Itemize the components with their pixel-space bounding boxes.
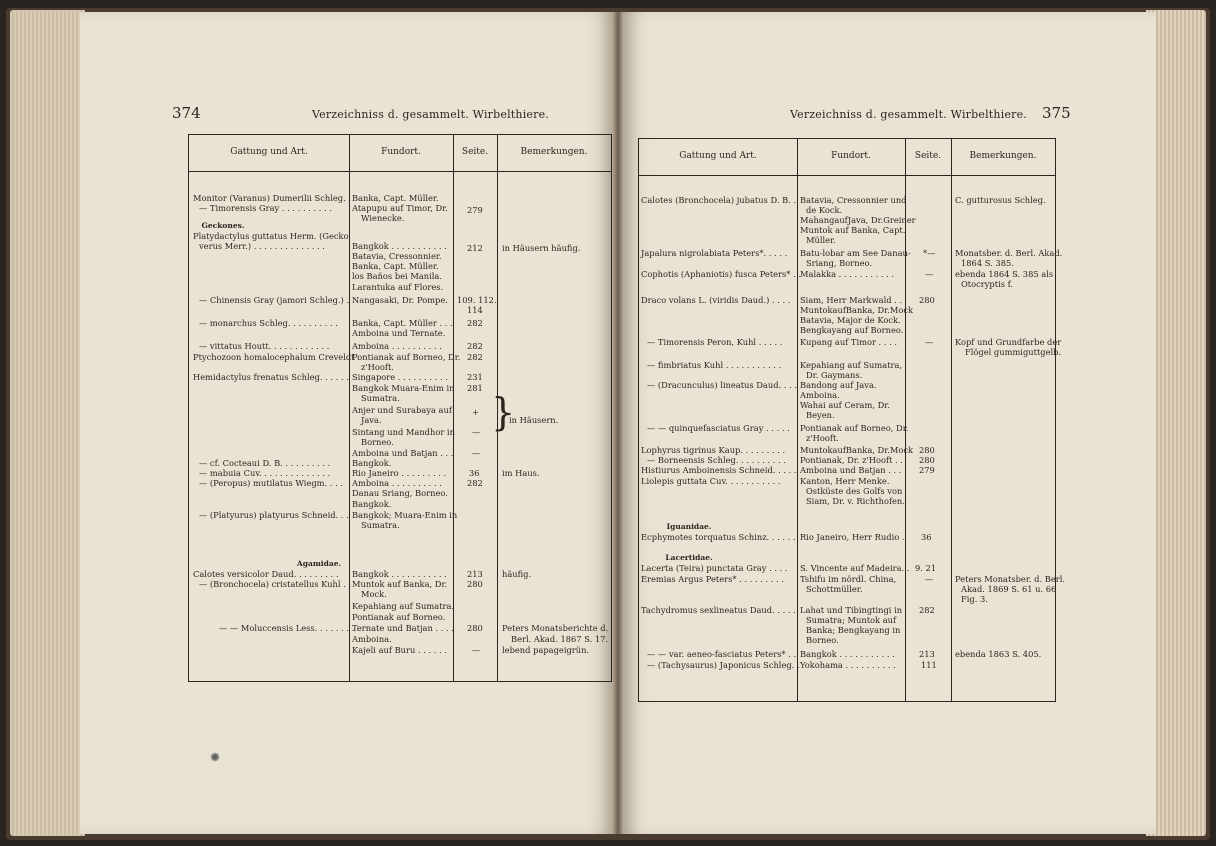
locality: Amboina. — [800, 390, 840, 400]
remark: häufig. — [502, 569, 532, 579]
locality: Wahai auf Ceram, Dr. — [800, 400, 890, 410]
remark: Kopf und Grundfarbe der — [955, 337, 1062, 347]
remark: Berl. Akad. 1867 S. 17. — [511, 634, 609, 644]
species-name: Hemidactylus frenatus Schleg. . . . . . — [193, 372, 349, 382]
remark: Peters Monatsber. d. Berl. — [955, 574, 1065, 584]
locality: Yokohama . . . . . . . . . . — [800, 660, 896, 670]
running-head: Verzeichniss d. gesammelt. Wirbelthiere. — [312, 108, 550, 121]
page-ref: 280 — [919, 295, 935, 305]
page-ref: — — [472, 448, 481, 458]
remark: Peters Monatsberichte d. — [502, 623, 609, 633]
locality: MuntokaufBanka, Dr.Mock — [800, 445, 914, 455]
locality: Wienecke. — [361, 213, 405, 223]
remark: im Haus. — [502, 468, 540, 478]
locality: Amboina und Batjan . . . — [800, 465, 902, 475]
page-ref: 114 — [467, 305, 483, 315]
locality: S. Vincente auf Madeira. . — [800, 563, 910, 573]
species-name: Eremias Argus Peters* . . . . . . . . . — [641, 574, 785, 584]
page-ref: — — [925, 574, 934, 584]
page-ref: *— — [923, 248, 936, 258]
remark: Akad. 1869 S. 61 u. 66 — [961, 584, 1057, 594]
locality: Amboina . . . . . . . . . . — [352, 478, 442, 488]
locality: Anjer und Surabaya auf — [352, 405, 452, 415]
page-ref: 212 — [467, 243, 483, 253]
species-name: — Borneensis Schleg. . . . . . . . . . — [647, 455, 786, 465]
locality: Batavia, Cressonnier und — [800, 195, 907, 205]
locality: Nangasaki, Dr. Pompe. — [352, 295, 448, 305]
locality: Sumatra. — [361, 520, 400, 530]
section-heading: Lacertidae. — [665, 553, 713, 562]
locality: Tshifu im nördl. China, — [800, 574, 897, 584]
species-name: verus Merr.) . . . . . . . . . . . . . . — [199, 241, 325, 251]
locality: Beyen. — [806, 410, 835, 420]
page-ref: + — [472, 407, 479, 417]
page-ref: — — [472, 427, 481, 437]
brace-icon: } — [491, 390, 516, 434]
locality: Borneo. — [806, 635, 839, 645]
column-divider — [453, 135, 454, 681]
species-table — [188, 134, 612, 682]
page-ref: 109. 112. — [457, 295, 497, 305]
locality: Borneo. — [361, 437, 394, 447]
locality: Ternate und Batjan . . . . — [352, 623, 454, 633]
section-heading: Iguanidae. — [666, 522, 712, 531]
locality: Pontianak auf Borneo, Dr. — [352, 352, 461, 362]
locality: MuntokaufBanka, Dr.Mock — [800, 305, 914, 315]
locality: Muntok auf Banka, Capt. — [800, 225, 906, 235]
remark: in Häusern. — [509, 415, 559, 425]
remark: Flögel gummiguttgelb. — [965, 347, 1062, 357]
species-name: — Chinensis Gray (jamori Schleg.) . — [199, 295, 350, 305]
locality: Bangkok Muara-Enim in — [352, 383, 455, 393]
right-page — [622, 12, 1156, 834]
page-ref: 282 — [467, 341, 483, 351]
locality: Bengkayang auf Borneo. — [800, 325, 904, 335]
header-genus: Gattung und Art. — [230, 147, 308, 157]
species-name: Lacerta (Teira) punctata Gray . . . . — [641, 563, 788, 573]
page-ref: 280 — [919, 455, 935, 465]
page-ref: 111 — [921, 660, 937, 670]
locality: Bandong auf Java. — [800, 380, 877, 390]
species-name: Liolepis guttata Cuv. . . . . . . . . . . — [641, 476, 781, 486]
page-number: 374 — [172, 104, 201, 122]
page-ref: 279 — [467, 205, 483, 215]
remark: 1864 S. 385. — [961, 258, 1014, 268]
species-name: — — quinquefasciatus Gray . . . . . — [647, 423, 790, 433]
species-name: — (Bronchocela) cristatellus Kuhl . . — [199, 579, 352, 589]
page-ref: 282 — [467, 352, 483, 362]
species-table — [638, 138, 1065, 702]
page-ref: 9. 21 — [915, 563, 937, 573]
species-name: Platydactylus guttatus Herm. (Gecko — [193, 231, 349, 241]
species-name: — monarchus Schleg. . . . . . . . . . — [199, 318, 338, 328]
left-page — [80, 12, 614, 834]
locality: Kanton, Herr Menke. — [800, 476, 890, 486]
locality: Bangkok . . . . . . . . . . . — [352, 569, 447, 579]
locality: Bangkok. — [352, 458, 392, 468]
species-name: Ptychozoon homalocephalum Creveldt . — [193, 352, 360, 362]
species-name: Draco volans L. (viridis Daud.) . . . . — [641, 295, 791, 305]
locality: z'Hooft. — [806, 433, 839, 443]
species-name: — mabuia Cuv. . . . . . . . . . . . . . — [199, 468, 331, 478]
species-name: — Timorensis Peron, Kuhl . . . . . — [647, 337, 783, 347]
locality: Bangkok . . . . . . . . . . . — [800, 649, 895, 659]
locality: Muntok auf Banka, Dr. — [352, 579, 448, 589]
species-name: Calotes (Bronchocela) jubatus D. B. . — [641, 195, 797, 205]
locality: de Kock. — [806, 205, 843, 215]
locality: Pontianak auf Borneo, Dr. — [800, 423, 909, 433]
locality: Pontianak, Dr. z'Hooft . . — [800, 455, 903, 465]
ink-stain — [210, 752, 220, 762]
species-name: — Timorensis Gray . . . . . . . . . . — [199, 203, 332, 213]
locality: Amboina und Batjan . . . — [352, 448, 454, 458]
page-ref: 280 — [919, 445, 935, 455]
locality: Bangkok; Muara-Enim in — [352, 510, 458, 520]
page-ref: 213 — [919, 649, 935, 659]
locality: los Baños bei Manila. — [352, 271, 443, 281]
locality: Bangkok . . . . . . . . . . . — [352, 241, 447, 251]
remark: Fig. 3. — [961, 594, 988, 604]
page-ref: — — [925, 337, 934, 347]
header-remarks: Bemerkungen. — [520, 147, 588, 157]
section-heading: Agamidae. — [296, 559, 342, 568]
page-edges-left — [10, 10, 85, 836]
species-name: — — Moluccensis Less. . . . . . . . . — [219, 623, 360, 633]
locality: Batavia, Major de Kock. — [800, 315, 901, 325]
species-name: — (Tachysaurus) Japonicus Schleg. . — [647, 660, 800, 670]
page-number: 375 — [1042, 104, 1071, 122]
header-page: Seite. — [914, 151, 942, 161]
species-name: Lophyrus tigrinus Kaup. . . . . . . . . — [641, 445, 786, 455]
locality: Kupang auf Timor . . . . — [800, 337, 898, 347]
page-ref: 282 — [467, 318, 483, 328]
page-ref: 282 — [467, 478, 483, 488]
column-divider — [951, 139, 952, 701]
locality: Sriang, Borneo. — [806, 258, 872, 268]
species-name: — fimbriatus Kuhl . . . . . . . . . . . — [647, 360, 782, 370]
locality: z'Hooft. — [361, 362, 394, 372]
species-name: — (Dracunculus) lineatus Daud. . . . — [647, 380, 797, 390]
locality: Banka, Capt. Müller . . . — [352, 318, 453, 328]
remark: Otocryptis f. — [961, 279, 1014, 289]
remark: in Häusern häufig. — [502, 243, 581, 253]
page-ref: 213 — [467, 569, 483, 579]
remark: C. gutturosus Schleg. — [955, 195, 1046, 205]
locality: Banka; Bengkayang in — [806, 625, 901, 635]
locality: Rio Janeiro, Herr Rudio . — [800, 532, 905, 542]
remark: Monatsber. d. Berl. Akad. — [955, 248, 1063, 258]
page-ref: 280 — [467, 623, 483, 633]
locality: Kepahiang auf Sumatra. — [352, 601, 455, 611]
locality: Kajeli auf Buru . . . . . . — [352, 645, 447, 655]
species-name: Cophotis (Aphaniotis) fusca Peters* . . — [641, 269, 802, 279]
page-ref: 282 — [919, 605, 935, 615]
locality: Danau Sriang, Borneo. — [352, 488, 448, 498]
header-locality: Fundort. — [831, 151, 871, 161]
header-page: Seite. — [461, 147, 489, 157]
locality: Kepahiang auf Sumatra, — [800, 360, 903, 370]
locality: Sumatra. — [361, 393, 400, 403]
locality: Siam, Herr Markwald . . — [800, 295, 903, 305]
locality: Batu-lobar am See Danau- — [800, 248, 911, 258]
locality: Larantuka auf Flores. — [352, 282, 444, 292]
locality: Banka, Capt. Müller. — [352, 193, 439, 203]
locality: Malakka . . . . . . . . . . . — [800, 269, 895, 279]
locality: Schottmüller. — [806, 584, 863, 594]
species-name: Calotes versicolor Daud. . . . . . . . . — [193, 569, 339, 579]
page-ref: 279 — [919, 465, 935, 475]
locality: Sintang und Mandhor in — [352, 427, 455, 437]
species-name: — vittatus Houtt. . . . . . . . . . . . — [199, 341, 330, 351]
header-remarks: Bemerkungen. — [969, 151, 1037, 161]
locality: Amboina . . . . . . . . . . — [352, 341, 442, 351]
header-genus: Gattung und Art. — [679, 151, 757, 161]
column-divider — [797, 139, 798, 701]
species-name: — (Peropus) mutilatus Wiegm. . . . — [199, 478, 343, 488]
locality: Singapore . . . . . . . . . . — [352, 372, 448, 382]
locality: Dr. Gaymans. — [806, 370, 863, 380]
locality: Ostküste des Golfs von — [806, 486, 903, 496]
locality: Pontianak auf Borneo. — [352, 612, 446, 622]
locality: Rio Janeiro . . . . . . . . . — [352, 468, 447, 478]
locality: Amboina. — [352, 634, 392, 644]
page-ref: — — [925, 269, 934, 279]
locality: MahangaufJava, Dr.Greiner — [800, 215, 916, 225]
locality: Java. — [361, 415, 382, 425]
section-heading: Geckones. — [201, 221, 245, 230]
species-name: Ecphymotes torquatus Schinz. . . . . . — [641, 532, 796, 542]
locality: Lahat und Tibingtingi in — [800, 605, 903, 615]
page-ref: 231 — [467, 372, 483, 382]
remark: ebenda 1863 S. 405. — [955, 649, 1042, 659]
header-locality: Fundort. — [381, 147, 421, 157]
remark: ebenda 1864 S. 385 als — [955, 269, 1054, 279]
remark: lebend papageigrün. — [502, 645, 590, 655]
locality: Amboina und Ternate. — [352, 328, 446, 338]
column-divider — [349, 135, 350, 681]
locality: Sumatra; Muntok auf — [806, 615, 897, 625]
page-ref: — — [472, 645, 481, 655]
page-ref: 280 — [467, 579, 483, 589]
page-ref: 36 — [469, 468, 480, 478]
species-name: — — var. aeneo-fasciatus Peters* . . — [647, 649, 797, 659]
locality: Mock. — [361, 589, 387, 599]
locality: Banka, Capt. Müller. — [352, 261, 439, 271]
species-name: Japalura nigrolabiata Peters*. . . . . — [641, 248, 788, 258]
running-head: Verzeichniss d. gesammelt. Wirbelthiere. — [790, 108, 1028, 121]
species-name: Monitor (Varanus) Dumerilii Schleg. . — [193, 193, 352, 203]
locality: Müller. — [806, 235, 836, 245]
locality: Siam, Dr. v. Richthofen. — [806, 496, 905, 506]
locality: Atapupu auf Timor, Dr. — [352, 203, 448, 213]
page-ref: 281 — [467, 383, 483, 393]
species-name: Histiurus Amboinensis Schneid. . . . . — [641, 465, 797, 475]
species-name: — (Platyurus) platyurus Schneid. . . — [199, 510, 349, 520]
page-ref: 36 — [921, 532, 932, 542]
species-name: — cf. Cocteaui D. B. . . . . . . . . . — [199, 458, 331, 468]
species-name: Tachydromus sexlineatus Daud. . . . . — [641, 605, 796, 615]
locality: Bangkok. — [352, 499, 392, 509]
locality: Batavia, Cressonnier. — [352, 251, 442, 261]
